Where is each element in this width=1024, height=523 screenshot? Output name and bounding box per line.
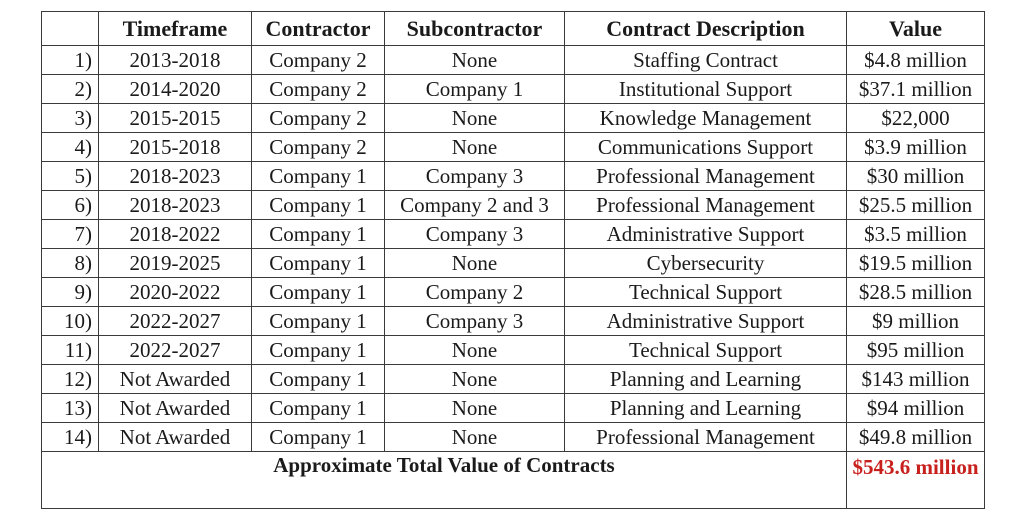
cell-contractor: Company 2	[252, 104, 385, 133]
cell-value: $19.5 million	[847, 249, 985, 278]
contracts-document	[41, 11, 985, 509]
cell-subcontractor: Company 3	[385, 220, 565, 249]
cell-number: 13)	[42, 394, 99, 423]
cell-contractor: Company 1	[252, 220, 385, 249]
cell-contractor: Company 1	[252, 423, 385, 452]
cell-number: 14)	[42, 423, 99, 452]
cell-subcontractor: None	[385, 46, 565, 75]
cell-timeframe: Not Awarded	[99, 365, 252, 394]
cell-description: Planning and Learning	[565, 365, 847, 394]
cell-timeframe: 2015-2018	[99, 133, 252, 162]
cell-description: Professional Management	[565, 423, 847, 452]
cell-value: $4.8 million	[847, 46, 985, 75]
table-row	[42, 220, 985, 249]
cell-timeframe: 2019-2025	[99, 249, 252, 278]
cell-value: $30 million	[847, 162, 985, 191]
cell-timeframe: 2013-2018	[99, 46, 252, 75]
cell-number: 6)	[42, 191, 99, 220]
cell-subcontractor: Company 3	[385, 307, 565, 336]
cell-number: 2)	[42, 75, 99, 104]
table-row	[42, 104, 985, 133]
cell-value: $22,000	[847, 104, 985, 133]
cell-number: 1)	[42, 46, 99, 75]
table-row	[42, 162, 985, 191]
cell-description: Professional Management	[565, 162, 847, 191]
cell-value: $49.8 million	[847, 423, 985, 452]
cell-contractor: Company 1	[252, 365, 385, 394]
header-timeframe: Timeframe	[99, 12, 252, 46]
cell-subcontractor: None	[385, 336, 565, 365]
table-row	[42, 307, 985, 336]
cell-description: Staffing Contract	[565, 46, 847, 75]
cell-value: $3.9 million	[847, 133, 985, 162]
cell-number: 11)	[42, 336, 99, 365]
cell-contractor: Company 2	[252, 133, 385, 162]
cell-timeframe: Not Awarded	[99, 423, 252, 452]
cell-subcontractor: None	[385, 365, 565, 394]
cell-contractor: Company 1	[252, 191, 385, 220]
total-row	[42, 452, 985, 509]
cell-number: 3)	[42, 104, 99, 133]
table-row	[42, 133, 985, 162]
cell-value: $95 million	[847, 336, 985, 365]
cell-contractor: Company 2	[252, 46, 385, 75]
cell-description: Communications Support	[565, 133, 847, 162]
table-row	[42, 191, 985, 220]
cell-description: Administrative Support	[565, 307, 847, 336]
cell-timeframe: 2018-2023	[99, 191, 252, 220]
cell-timeframe: 2020-2022	[99, 278, 252, 307]
table-row	[42, 46, 985, 75]
cell-contractor: Company 2	[252, 75, 385, 104]
cell-subcontractor: Company 3	[385, 162, 565, 191]
cell-subcontractor: Company 2 and 3	[385, 191, 565, 220]
table-header-row	[42, 12, 985, 46]
cell-description: Cybersecurity	[565, 249, 847, 278]
table-row	[42, 394, 985, 423]
cell-subcontractor: None	[385, 394, 565, 423]
cell-value: $3.5 million	[847, 220, 985, 249]
table-row	[42, 278, 985, 307]
cell-description: Planning and Learning	[565, 394, 847, 423]
cell-value: $94 million	[847, 394, 985, 423]
cell-value: $9 million	[847, 307, 985, 336]
cell-description: Professional Management	[565, 191, 847, 220]
header-value: Value	[847, 12, 985, 46]
header-contractor: Contractor	[252, 12, 385, 46]
table-row	[42, 365, 985, 394]
cell-contractor: Company 1	[252, 307, 385, 336]
table-row	[42, 336, 985, 365]
cell-contractor: Company 1	[252, 162, 385, 191]
header-description: Contract Description	[565, 12, 847, 46]
cell-contractor: Company 1	[252, 278, 385, 307]
cell-subcontractor: Company 1	[385, 75, 565, 104]
cell-subcontractor: None	[385, 133, 565, 162]
table-body	[42, 46, 985, 509]
cell-subcontractor: None	[385, 423, 565, 452]
cell-timeframe: Not Awarded	[99, 394, 252, 423]
cell-contractor: Company 1	[252, 394, 385, 423]
cell-subcontractor: Company 2	[385, 278, 565, 307]
cell-value: $143 million	[847, 365, 985, 394]
cell-value: $28.5 million	[847, 278, 985, 307]
cell-number: 5)	[42, 162, 99, 191]
total-label: Approximate Total Value of Contracts	[42, 452, 847, 509]
cell-timeframe: 2018-2022	[99, 220, 252, 249]
header-number	[42, 12, 99, 46]
cell-subcontractor: None	[385, 249, 565, 278]
cell-number: 12)	[42, 365, 99, 394]
cell-number: 10)	[42, 307, 99, 336]
cell-timeframe: 2022-2027	[99, 307, 252, 336]
cell-description: Technical Support	[565, 278, 847, 307]
cell-timeframe: 2022-2027	[99, 336, 252, 365]
contracts-table	[41, 11, 985, 509]
cell-value: $37.1 million	[847, 75, 985, 104]
total-value: $543.6 million	[847, 452, 985, 509]
cell-description: Administrative Support	[565, 220, 847, 249]
cell-timeframe: 2018-2023	[99, 162, 252, 191]
table-row	[42, 423, 985, 452]
table-row	[42, 75, 985, 104]
cell-timeframe: 2015-2015	[99, 104, 252, 133]
header-subcontractor: Subcontractor	[385, 12, 565, 46]
cell-description: Institutional Support	[565, 75, 847, 104]
cell-number: 7)	[42, 220, 99, 249]
cell-description: Knowledge Management	[565, 104, 847, 133]
cell-contractor: Company 1	[252, 336, 385, 365]
cell-description: Technical Support	[565, 336, 847, 365]
cell-number: 8)	[42, 249, 99, 278]
cell-number: 4)	[42, 133, 99, 162]
cell-subcontractor: None	[385, 104, 565, 133]
cell-number: 9)	[42, 278, 99, 307]
cell-timeframe: 2014-2020	[99, 75, 252, 104]
cell-contractor: Company 1	[252, 249, 385, 278]
table-row	[42, 249, 985, 278]
cell-value: $25.5 million	[847, 191, 985, 220]
